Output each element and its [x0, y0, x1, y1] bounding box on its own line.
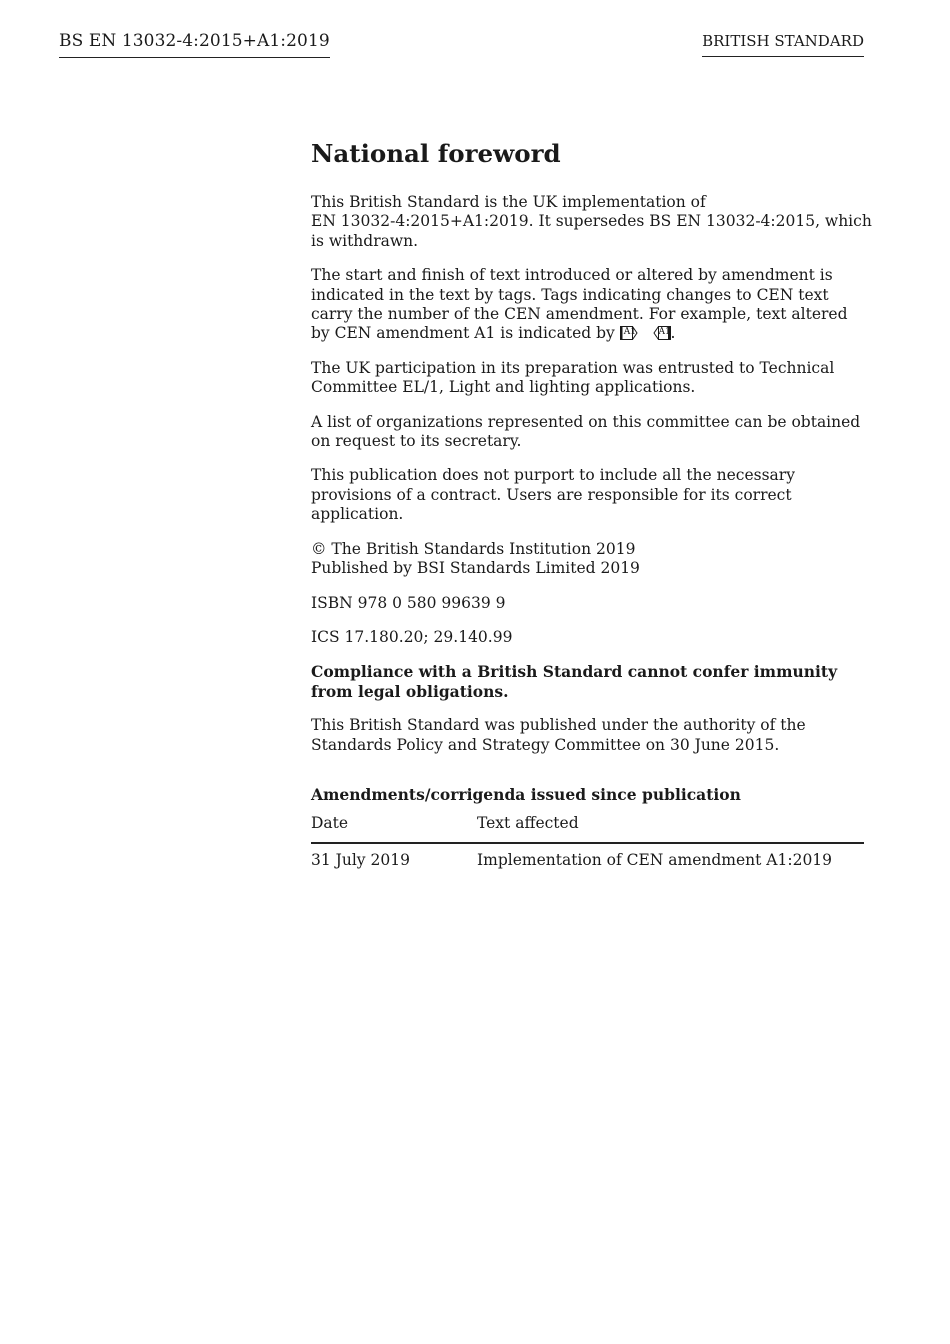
page-title: National foreword [311, 139, 561, 168]
amendments-heading: Amendments/corrigenda issued since publication [311, 784, 741, 804]
authority-statement: This British Standard was published under the authority of the Standards Policy and Strategy Committee on 30 June 2015. [311, 716, 806, 754]
organizations-paragraph: A list of organizations represented on this committee can be obtained on request to its secretary. [311, 412, 861, 451]
amendment-text-affected: Implementation of CEN amendment A1:2019 [477, 850, 833, 869]
implementation-line-1: This British Standard is the UK implementation of [311, 193, 706, 211]
copyright-line: © The British Standards Institution 2019 [311, 539, 636, 558]
header-series-label: BRITISH STANDARD [702, 32, 864, 57]
amendments-header-row [311, 814, 864, 842]
amendments-table [311, 814, 864, 870]
header-document-id: BS EN 13032-4:2015+A1:2019 [59, 31, 330, 58]
implementation-line-3: is withdrawn. [311, 231, 419, 250]
compliance-statement: Compliance with a British Standard cannot confer immunity from legal obligations. [311, 662, 838, 701]
implementation-paragraph [311, 193, 872, 251]
implementation-line-2: EN 13032-4:2015+A1:2019. It supersedes BS EN 13032-4:2015, which [311, 212, 872, 231]
column-header-date: Date [311, 814, 477, 842]
disclaimer-paragraph: This publication does not purport to include all the necessary provisions of a contract. Users are responsible for its correct application. [311, 466, 795, 524]
ics-codes: ICS 17.180.20; 29.140.99 [311, 627, 513, 646]
participation-paragraph: The UK participation in its preparation was entrusted to Technical Committee EL/1, Light and lighting applications. [311, 358, 835, 397]
amendment-start-tag-icon [620, 326, 638, 340]
national-foreword-section [311, 139, 872, 870]
start-tag-label: A1 [623, 327, 636, 338]
amendment-date: 31 July 2019 [311, 850, 410, 869]
end-tag-label: A1 [658, 327, 671, 338]
copyright-block [311, 540, 866, 579]
amendment-end-tag-icon [653, 326, 671, 340]
table-row [311, 843, 864, 870]
isbn: ISBN 978 0 580 99639 9 [311, 593, 506, 612]
amendment-tags-period: . [670, 324, 676, 343]
amendment-tags-paragraph [311, 266, 866, 344]
amendment-tags-text: The start and finish of text introduced or altered by amendment is indicated in the text by tags. Tags indicating changes to CEN text carry the number of the CEN amendment. For example, text altered by CEN amendment A1 is indicated by [311, 266, 848, 343]
publisher-line: Published by BSI Standards Limited 2019 [311, 559, 640, 578]
column-header-text-affected: Text affected [477, 814, 864, 842]
